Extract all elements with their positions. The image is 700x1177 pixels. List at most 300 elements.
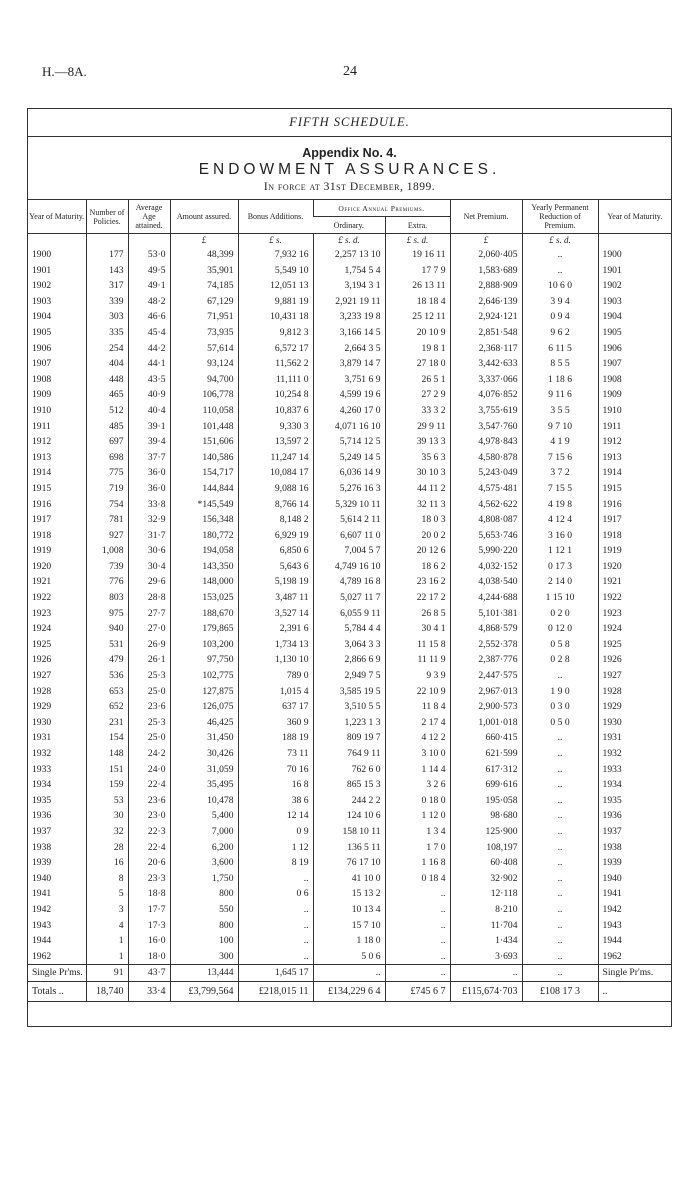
cell-yearly: 10 6 0 (522, 278, 598, 294)
table-row (28, 886, 671, 902)
cell-year-right: 1902 (598, 278, 671, 294)
cell-age: 29·6 (128, 574, 170, 590)
cell-year-right: 1908 (598, 372, 671, 388)
cell-policies: 1,008 (86, 543, 128, 559)
cell-net: 125·900 (450, 824, 522, 840)
cell-year-right: 1912 (598, 434, 671, 450)
table-row (28, 606, 671, 622)
cell-extra: 32 11 3 (385, 497, 450, 513)
col-net: Net Premium. (450, 200, 522, 234)
cell-amount: 140,586 (170, 450, 238, 466)
cell-ordinary: 3,585 19 5 (313, 684, 385, 700)
cell-year: 1904 (32, 311, 52, 323)
cell-policies: 536 (86, 668, 128, 684)
cell-policies: 28 (86, 840, 128, 856)
cell-amount: 153,025 (170, 590, 238, 606)
cell-year-right: 1922 (598, 590, 671, 606)
cell-year-right: 1917 (598, 512, 671, 528)
table-row (28, 590, 671, 606)
table-row (28, 652, 671, 668)
cell-ordinary: 7,004 5 7 (313, 543, 385, 559)
cell-bonus: 7,932 16 (238, 247, 313, 263)
cell-ordinary: 4,071 16 10 (313, 419, 385, 435)
cell-net: 4,244·688 (450, 590, 522, 606)
table-row (28, 419, 671, 435)
cell-year-right: 1918 (598, 528, 671, 544)
cell-extra: 39 13 3 (385, 434, 450, 450)
cell-year: 1915 (32, 482, 52, 494)
cell-age: 36·0 (128, 465, 170, 481)
cell-net: 3·693 (450, 949, 522, 965)
cell-extra: 35 6 3 (385, 450, 450, 466)
cell-extra: 0 18 0 (385, 793, 450, 809)
cell-bonus: 16 8 (238, 777, 313, 793)
cell-year-right: 1913 (598, 450, 671, 466)
cell-year-right: 1903 (598, 294, 671, 310)
cell-ordinary: 5,276 16 3 (313, 481, 385, 497)
cell-extra: 1 12 0 (385, 808, 450, 824)
cell-ordinary: 4,260 17 0 (313, 403, 385, 419)
cell-year-right: 1914 (598, 465, 671, 481)
table-row (28, 403, 671, 419)
cell-age: 45·4 (128, 325, 170, 341)
cell-yearly: 1 9 0 (522, 684, 598, 700)
cell-age: 43·7 (128, 965, 170, 982)
unit-ordinary: £ s. d. (313, 234, 385, 248)
cell-year: 1930 (32, 716, 52, 728)
cell-policies: 448 (86, 372, 128, 388)
cell-policies: 754 (86, 497, 128, 513)
cell-year-right: 1925 (598, 637, 671, 653)
cell-year-right: 1927 (598, 668, 671, 684)
cell-year-right: 1905 (598, 325, 671, 341)
cell-yearly: 3 5 5 (522, 403, 598, 419)
cell-net: 2,368·117 (450, 341, 522, 357)
cell-policies: 652 (86, 699, 128, 715)
cell-amount: 30,426 (170, 746, 238, 762)
cell-bonus: 1,734 13 (238, 637, 313, 653)
cell-policies: 698 (86, 450, 128, 466)
cell-age: 25·0 (128, 730, 170, 746)
table-row (28, 528, 671, 544)
cell-net: 4,562·622 (450, 497, 522, 513)
cell-extra: 3 10 0 (385, 746, 450, 762)
cell-policies: 8 (86, 871, 128, 887)
cell-year-right: 1924 (598, 621, 671, 637)
cell-year: 1926 (32, 654, 52, 666)
table-subtitle: In force at 31st December, 1899. (263, 181, 436, 193)
cell-amount: 35,901 (170, 263, 238, 279)
cell-year-right: 1900 (598, 247, 671, 263)
table-row (28, 777, 671, 793)
cell-year-right: 1919 (598, 543, 671, 559)
cell-net: 98·680 (450, 808, 522, 824)
cell-year: 1940 (32, 872, 52, 884)
table-row (28, 730, 671, 746)
cell-policies: 303 (86, 309, 128, 325)
cell-amount: 156,348 (170, 512, 238, 528)
cell-yearly: 3 7 2 (522, 465, 598, 481)
cell-age: 18·0 (128, 949, 170, 965)
cell-amount: 800 (170, 918, 238, 934)
cell-bonus: .. (238, 949, 313, 965)
cell-yearly: 0 12 0 (522, 621, 598, 637)
cell-year-right: 1910 (598, 403, 671, 419)
cell-extra: £745 6 7 (385, 982, 450, 1002)
cell-year: 1912 (32, 436, 52, 448)
col-yearly: Yearly Permanent Reduction of Premium. (522, 200, 598, 234)
cell-age: 37·7 (128, 450, 170, 466)
cell-net: 4,038·540 (450, 574, 522, 590)
table-row (28, 621, 671, 637)
cell-net: 1,583·689 (450, 263, 522, 279)
table-row (28, 543, 671, 559)
cell-net: 4,076·852 (450, 387, 522, 403)
cell-extra: 27 2 9 (385, 387, 450, 403)
cell-net: 617·312 (450, 762, 522, 778)
cell-policies: 719 (86, 481, 128, 497)
table-row (28, 824, 671, 840)
cell-amount: 3,600 (170, 855, 238, 871)
cell-year: 1906 (32, 342, 52, 354)
cell-amount: 148,000 (170, 574, 238, 590)
cell-age: 48·2 (128, 294, 170, 310)
cell-year: 1907 (32, 358, 52, 370)
table-title: ENDOWMENT ASSURANCES. (198, 161, 501, 178)
cell-age: 18·8 (128, 886, 170, 902)
cell-amount: 31,059 (170, 762, 238, 778)
cell-net: 4,580·878 (450, 450, 522, 466)
table-row (28, 699, 671, 715)
cell-year: 1903 (32, 295, 52, 307)
cell-extra: 27 18 0 (385, 356, 450, 372)
cell-amount: 102,775 (170, 668, 238, 684)
cell-year-right: 1921 (598, 574, 671, 590)
cell-yearly: .. (522, 263, 598, 279)
cell-year: 1939 (32, 857, 52, 869)
cell-year-right: 1909 (598, 387, 671, 403)
cell-extra: 1 14 4 (385, 762, 450, 778)
cell-age: 33·4 (128, 982, 170, 1002)
cell-amount: 127,875 (170, 684, 238, 700)
cell-ordinary: 865 15 3 (313, 777, 385, 793)
table-row (28, 715, 671, 731)
cell-bonus: .. (238, 871, 313, 887)
col-ordinary: Ordinary. (313, 217, 385, 234)
cell-year-right: 1933 (598, 762, 671, 778)
cell-year: 1922 (32, 592, 52, 604)
cell-net: 3,442·633 (450, 356, 522, 372)
col-amount: Amount assured. (170, 200, 238, 234)
cell-year-right: 1938 (598, 840, 671, 856)
cell-yearly: .. (522, 777, 598, 793)
unit-yearly: £ s. d. (522, 234, 598, 248)
table-row (28, 855, 671, 871)
cell-net: 4,978·843 (450, 434, 522, 450)
cell-net: 2,060·405 (450, 247, 522, 263)
cell-net: 108,197 (450, 840, 522, 856)
cell-year-right: .. (598, 982, 671, 1002)
cell-year: Single Pr'ms. (28, 965, 86, 982)
cell-age: 25·0 (128, 684, 170, 700)
cell-yearly: .. (522, 668, 598, 684)
col-extra: Extra. (385, 217, 450, 234)
table-row (28, 746, 671, 762)
cell-net: 2,888·909 (450, 278, 522, 294)
cell-yearly: £108 17 3 (522, 982, 598, 1002)
cell-yearly: 0 2 8 (522, 652, 598, 668)
cell-yearly: .. (522, 840, 598, 856)
cell-amount: 106,778 (170, 387, 238, 403)
cell-extra: 0 18 4 (385, 871, 450, 887)
cell-age: 44·1 (128, 356, 170, 372)
cell-extra: 44 11 2 (385, 481, 450, 497)
cell-yearly: 0 17 3 (522, 559, 598, 575)
cell-ordinary: 6,055 9 11 (313, 606, 385, 622)
cell-year: 1902 (32, 280, 52, 292)
cell-net: 3,547·760 (450, 419, 522, 435)
cell-bonus: 11,247 14 (238, 450, 313, 466)
cell-ordinary: 5,714 12 5 (313, 434, 385, 450)
table-row (28, 793, 671, 809)
cell-yearly: .. (522, 902, 598, 918)
cell-bonus: 11,111 0 (238, 372, 313, 388)
cell-policies: 339 (86, 294, 128, 310)
cell-yearly: .. (522, 871, 598, 887)
cell-policies: 1 (86, 949, 128, 965)
cell-year-right: 1934 (598, 777, 671, 793)
cell-year: 1936 (32, 810, 52, 822)
cell-age: 24·0 (128, 762, 170, 778)
cell-bonus: 38 6 (238, 793, 313, 809)
cell-policies: 653 (86, 684, 128, 700)
cell-year: 1909 (32, 389, 52, 401)
cell-age: 49·1 (128, 278, 170, 294)
cell-yearly: .. (522, 808, 598, 824)
cell-ordinary: 3,064 3 3 (313, 637, 385, 653)
cell-age: 22·3 (128, 824, 170, 840)
cell-policies: 404 (86, 356, 128, 372)
cell-extra: 20 12 6 (385, 543, 450, 559)
cell-extra: 11 11 9 (385, 652, 450, 668)
table-row (28, 840, 671, 856)
cell-ordinary: 41 10 0 (313, 871, 385, 887)
cell-extra: 19 8 1 (385, 341, 450, 357)
cell-ordinary: 10 13 4 (313, 902, 385, 918)
cell-bonus: 3,487 11 (238, 590, 313, 606)
cell-year: 1932 (32, 748, 52, 759)
cell-ordinary: 136 5 11 (313, 840, 385, 856)
cell-extra: 22 17 2 (385, 590, 450, 606)
cell-age: 43·5 (128, 372, 170, 388)
cell-yearly: 8 5 5 (522, 356, 598, 372)
table-row (28, 559, 671, 575)
cell-extra: 29 9 11 (385, 419, 450, 435)
cell-age: 28·8 (128, 590, 170, 606)
cell-bonus: 9,330 3 (238, 419, 313, 435)
table-row (28, 871, 671, 887)
cell-policies: 18,740 (86, 982, 128, 1002)
cell-bonus: 8,766 14 (238, 497, 313, 513)
cell-year: 1943 (32, 919, 52, 931)
cell-extra: 18 18 4 (385, 294, 450, 310)
cell-policies: 317 (86, 278, 128, 294)
cell-ordinary: 1,754 5 4 (313, 263, 385, 279)
cell-age: 23·0 (128, 808, 170, 824)
table-body (28, 234, 671, 1002)
cell-extra: .. (385, 949, 450, 965)
cell-net: 195·058 (450, 793, 522, 809)
cell-amount: 154,717 (170, 465, 238, 481)
cell-year-right: 1941 (598, 886, 671, 902)
cell-net: 60·408 (450, 855, 522, 871)
cell-amount: 71,951 (170, 309, 238, 325)
cell-yearly: .. (522, 918, 598, 934)
cell-amount: 6,200 (170, 840, 238, 856)
cell-year: 1921 (32, 576, 52, 588)
cell-age: 26·9 (128, 637, 170, 653)
cell-ordinary: 5,614 2 11 (313, 512, 385, 528)
cell-ordinary: 5,027 11 7 (313, 590, 385, 606)
unit-extra: £ s. d. (385, 234, 450, 248)
table-row (28, 278, 671, 294)
cell-ordinary: 2,866 6 9 (313, 652, 385, 668)
cell-bonus: 10,084 17 (238, 465, 313, 481)
cell-age: 53·0 (128, 247, 170, 263)
cell-year-right: 1931 (598, 730, 671, 746)
cell-net: 699·616 (450, 777, 522, 793)
cell-yearly: 9 11 6 (522, 387, 598, 403)
cell-bonus: 8 19 (238, 855, 313, 871)
cell-ordinary: 3,879 14 7 (313, 356, 385, 372)
cell-net: 11·704 (450, 918, 522, 934)
cell-bonus: 1,645 17 (238, 965, 313, 982)
col-bonus: Bonus Additions. (238, 200, 313, 234)
cell-year-right: 1940 (598, 871, 671, 887)
cell-net: £115,674·703 (450, 982, 522, 1002)
cell-amount: 179,865 (170, 621, 238, 637)
cell-year: 1944 (32, 935, 52, 947)
cell-age: 23·3 (128, 871, 170, 887)
cell-bonus: .. (238, 918, 313, 934)
cell-year: 1935 (32, 794, 52, 806)
cell-policies: 91 (86, 965, 128, 982)
cell-yearly: .. (522, 730, 598, 746)
table-row (28, 933, 671, 949)
cell-age: 22·4 (128, 777, 170, 793)
cell-bonus: 70 16 (238, 762, 313, 778)
cell-age: 32·9 (128, 512, 170, 528)
table-row (28, 637, 671, 653)
table-row (28, 309, 671, 325)
cell-age: 27·0 (128, 621, 170, 637)
cell-year: 1918 (32, 529, 52, 541)
cell-ordinary: 5,329 10 11 (313, 497, 385, 513)
cell-bonus: 9,881 19 (238, 294, 313, 310)
cell-policies: 776 (86, 574, 128, 590)
cell-amount: 194,058 (170, 543, 238, 559)
cell-bonus: 6,850 6 (238, 543, 313, 559)
cell-yearly: 0 3 0 (522, 699, 598, 715)
cell-year: 1920 (32, 560, 52, 572)
cell-ordinary: 764 9 11 (313, 746, 385, 762)
cell-ordinary: 3,510 5 5 (313, 699, 385, 715)
cell-bonus: 10,254 8 (238, 387, 313, 403)
cell-extra: 19 16 11 (385, 247, 450, 263)
cell-bonus: 5,549 10 (238, 263, 313, 279)
cell-bonus: 2,391 6 (238, 621, 313, 637)
cell-extra: 25 12 11 (385, 309, 450, 325)
unit-net: £ (450, 234, 522, 248)
cell-extra: 30 4 1 (385, 621, 450, 637)
cell-ordinary: £134,229 6 4 (313, 982, 385, 1002)
cell-net: 3,755·619 (450, 403, 522, 419)
cell-age: 26·1 (128, 652, 170, 668)
cell-yearly: .. (522, 886, 598, 902)
cell-age: 23·6 (128, 699, 170, 715)
cell-amount: 144,844 (170, 481, 238, 497)
table-row (28, 684, 671, 700)
cell-policies: 3 (86, 902, 128, 918)
cell-yearly: 9 6 2 (522, 325, 598, 341)
cell-policies: 975 (86, 606, 128, 622)
cell-year: 1925 (32, 638, 52, 650)
cell-year-right: 1944 (598, 933, 671, 949)
single-premiums-row (28, 965, 671, 982)
cell-extra: 22 10 9 (385, 684, 450, 700)
cell-year: 1914 (32, 467, 52, 479)
cell-year: 1916 (32, 498, 52, 510)
cell-amount: 93,124 (170, 356, 238, 372)
cell-extra: 4 12 2 (385, 730, 450, 746)
cell-yearly: 6 11 5 (522, 341, 598, 357)
cell-year: 1941 (32, 888, 52, 900)
cell-bonus: 9,088 16 (238, 481, 313, 497)
totals-row (28, 982, 671, 1002)
cell-policies: 803 (86, 590, 128, 606)
cell-yearly: 4 19 8 (522, 497, 598, 513)
cell-policies: 148 (86, 746, 128, 762)
cell-extra: 11 8 4 (385, 699, 450, 715)
cell-year-right: 1907 (598, 356, 671, 372)
cell-amount: 180,772 (170, 528, 238, 544)
cell-ordinary: 2,921 19 11 (313, 294, 385, 310)
cell-amount: 188,670 (170, 606, 238, 622)
cell-yearly: 3 9 4 (522, 294, 598, 310)
cell-amount: 48,399 (170, 247, 238, 263)
cell-net: 1,001·018 (450, 715, 522, 731)
cell-year: 1962 (32, 950, 52, 962)
cell-policies: 231 (86, 715, 128, 731)
cell-amount: 57,614 (170, 341, 238, 357)
cell-policies: 32 (86, 824, 128, 840)
cell-bonus: 1 12 (238, 840, 313, 856)
cell-year: 1927 (32, 670, 52, 682)
cell-extra: 3 2 6 (385, 777, 450, 793)
cell-year-right: 1923 (598, 606, 671, 622)
cell-ordinary: 158 10 11 (313, 824, 385, 840)
cell-amount: 46,425 (170, 715, 238, 731)
cell-amount: 101,448 (170, 419, 238, 435)
cell-ordinary: 124 10 6 (313, 808, 385, 824)
cell-amount: 5,400 (170, 808, 238, 824)
cell-extra: 30 10 3 (385, 465, 450, 481)
cell-amount: 97,750 (170, 652, 238, 668)
cell-year-right: 1926 (598, 652, 671, 668)
cell-ordinary: 762 6 0 (313, 762, 385, 778)
cell-ordinary: 2,257 13 10 (313, 247, 385, 263)
cell-bonus: 6,572 17 (238, 341, 313, 357)
